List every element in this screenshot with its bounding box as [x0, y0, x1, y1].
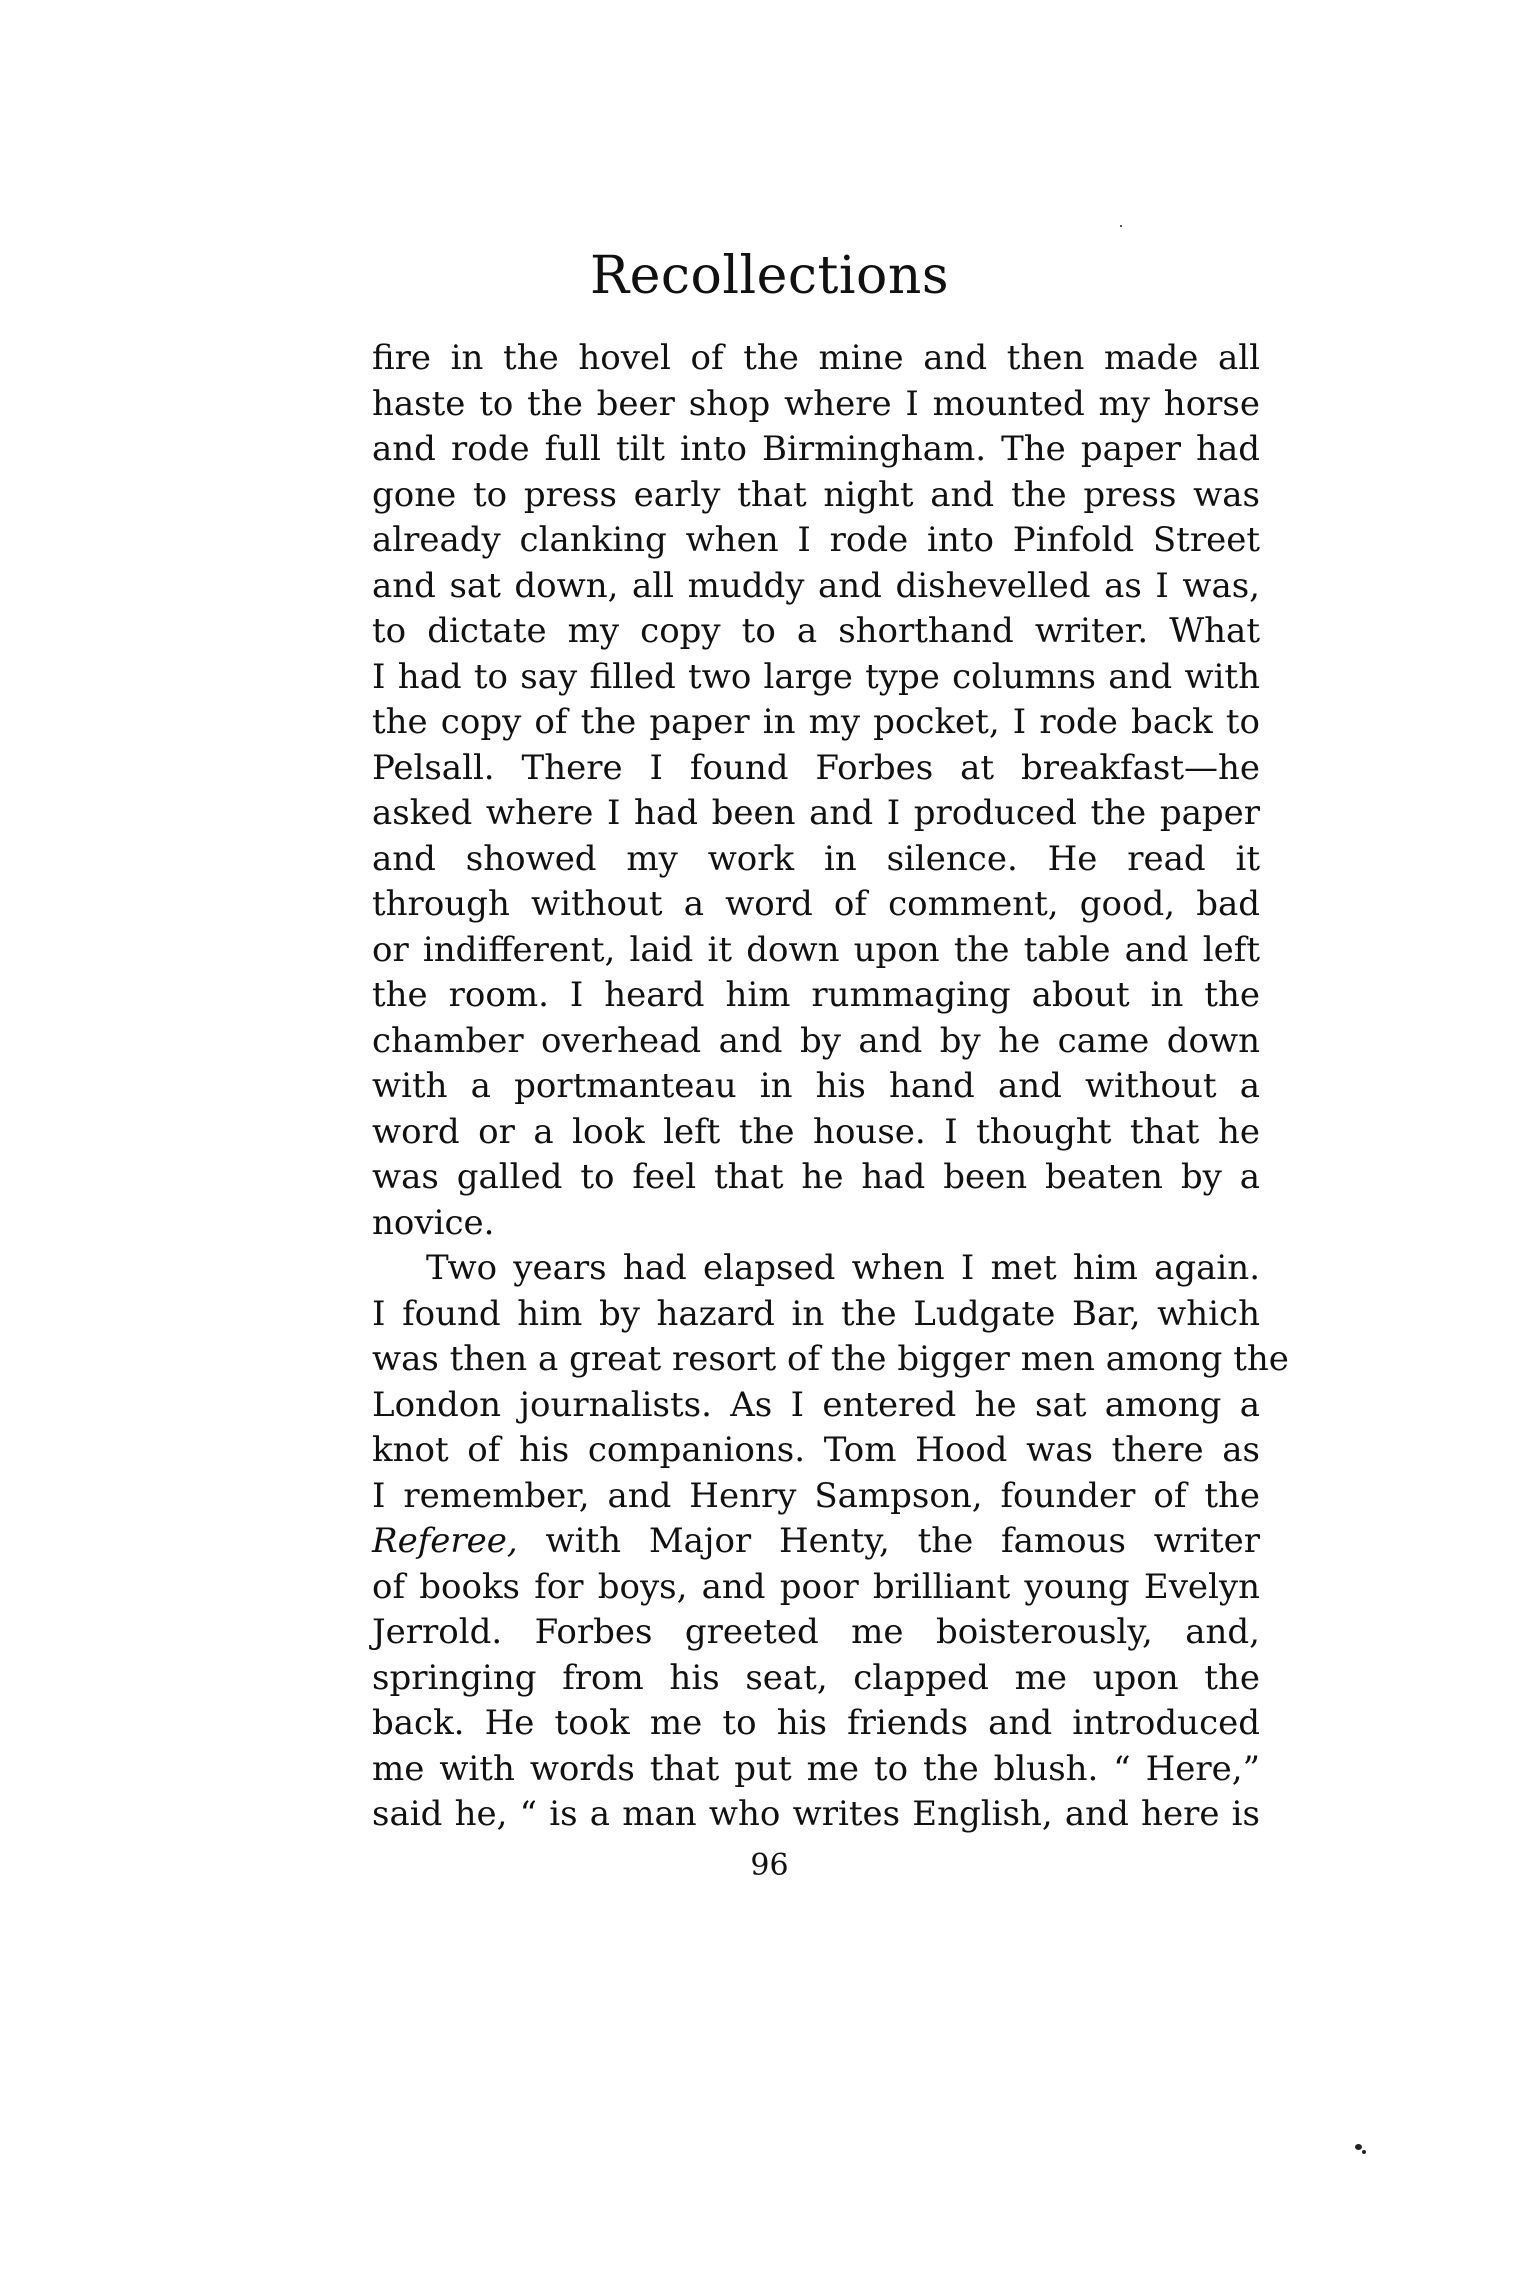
- text-line: already clanking when I rode into Pinfold Street: [372, 520, 1260, 560]
- line-remainder: with Major Henty, the famous writer: [517, 1521, 1260, 1561]
- text-line: to dictate my copy to a shorthand writer. What: [372, 611, 1260, 651]
- page-number: 96: [750, 1848, 789, 1883]
- text-line: word or a look left the house. I thought that he: [372, 1111, 1260, 1152]
- text-line: chamber overhead and by and by he came down: [372, 1020, 1260, 1061]
- text-line: Jerrold. Forbes greeted me boisterously, and,: [372, 1612, 1260, 1652]
- running-head-title: Recollections: [589, 246, 950, 306]
- text-line: with a portmanteau in his hand and without a: [372, 1066, 1260, 1106]
- ink-speck: [1120, 225, 1122, 227]
- italic-title: Referee,: [372, 1521, 518, 1561]
- text-line: Pelsall. There I found Forbes at breakfast—he: [372, 747, 1260, 788]
- text-line: and rode full tilt into Birmingham. The paper had: [372, 429, 1260, 469]
- text-line: haste to the beer shop where I mounted my horse: [372, 383, 1260, 424]
- text-line: I found him by hazard in the Ludgate Bar, which: [372, 1293, 1260, 1334]
- body-text: [372, 336, 1289, 1838]
- paragraph-1: [372, 336, 1260, 1246]
- text-line: and sat down, all muddy and dishevelled as I was,: [372, 565, 1260, 606]
- text-line: I remember, and Henry Sampson, founder of the: [372, 1475, 1260, 1516]
- text-line: asked where I had been and I produced the paper: [372, 793, 1260, 833]
- text-line: was then a great resort of the bigger men among the: [372, 1339, 1289, 1379]
- text-line: knot of his companions. Tom Hood was there as: [372, 1430, 1260, 1470]
- text-line: and showed my work in silence. He read it: [372, 838, 1260, 879]
- text-line: Two years had elapsed when I met him again.: [426, 1248, 1260, 1288]
- text-line: through without a word of comment, good, bad: [372, 884, 1260, 924]
- text-line: said he, “ is a man who writes English, and here is: [372, 1794, 1260, 1834]
- text-line: fire in the hovel of the mine and then made all: [372, 338, 1260, 378]
- text-line: the copy of the paper in my pocket, I rode back to: [372, 702, 1260, 742]
- text-line: or indifferent, laid it down upon the table and left: [372, 929, 1260, 970]
- text-line: of books for boys, and poor brilliant young Evelyn: [372, 1566, 1260, 1607]
- text-line: springing from his seat, clapped me upon the: [372, 1657, 1260, 1698]
- text-line: the room. I heard him rummaging about in the: [372, 975, 1260, 1015]
- text-line: I had to say filled two large type columns and with: [372, 656, 1260, 697]
- text-line: novice.: [372, 1202, 495, 1243]
- text-line: [372, 1519, 1260, 1565]
- text-line: gone to press early that night and the press was: [372, 474, 1260, 515]
- text-line: London journalists. As I entered he sat among a: [372, 1384, 1260, 1425]
- paragraph-2: [372, 1246, 1289, 1838]
- text-line: me with words that put me to the blush. “ Here,”: [372, 1748, 1260, 1789]
- ink-speck: [1362, 2150, 1366, 2154]
- ink-speck: [1355, 2144, 1362, 2150]
- text-line: back. He took me to his friends and introduced: [372, 1703, 1260, 1743]
- text-line: was galled to feel that he had been beaten by a: [372, 1157, 1260, 1197]
